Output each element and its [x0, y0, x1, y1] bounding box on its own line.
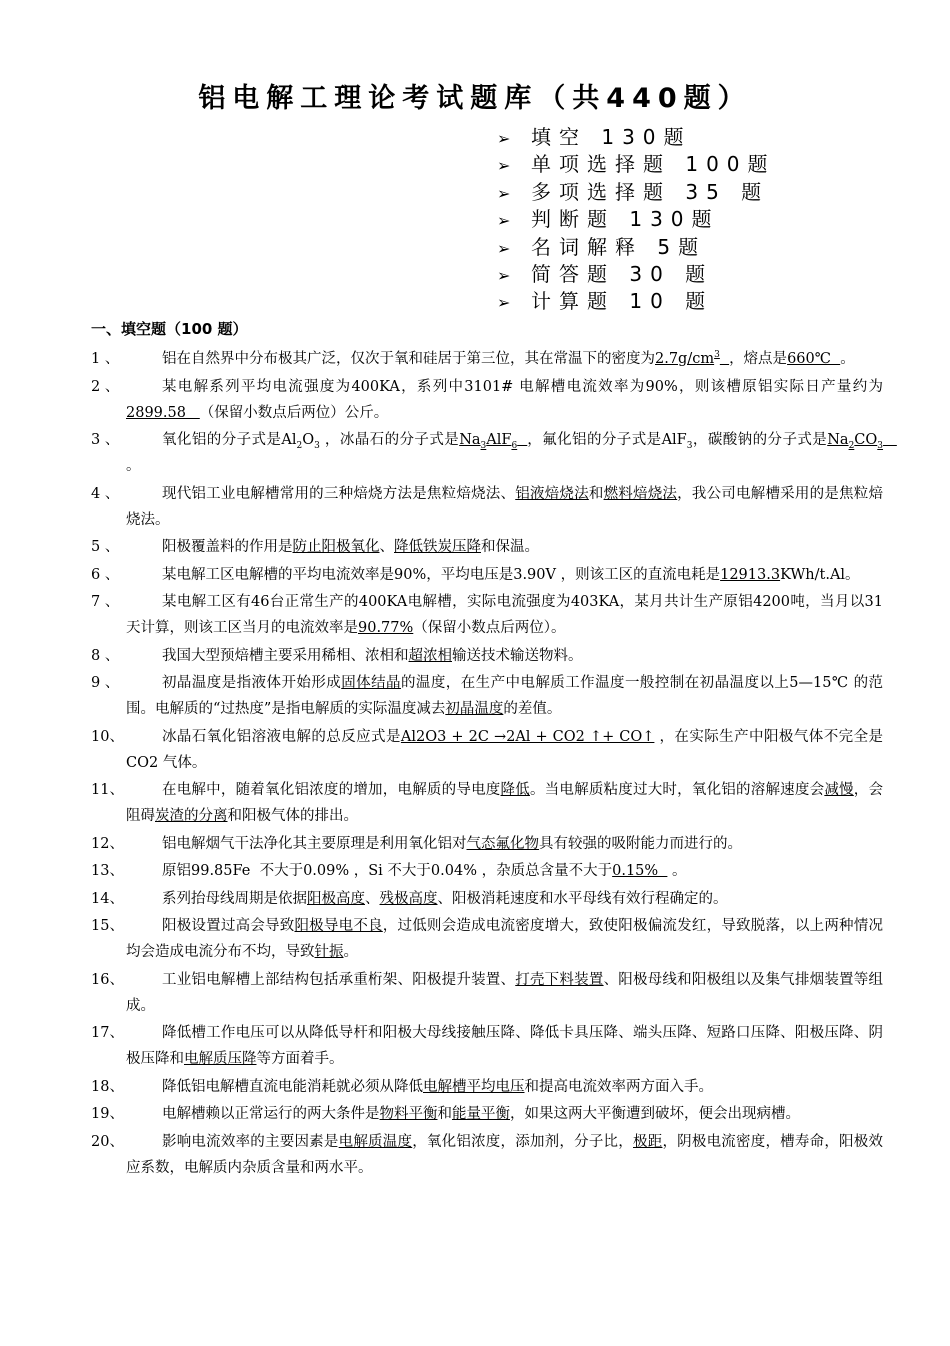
answer-blank: 超浓相 — [408, 647, 452, 664]
summary-item-label: 名词解释 5题 — [531, 234, 707, 259]
question-item — [91, 913, 883, 965]
question-text-segment: 、 — [379, 539, 394, 555]
question-number: 2 、 — [91, 378, 120, 395]
question-text-segment: 铝电解烟气干法净化其主要原理是利用氧化铝对 — [162, 835, 467, 852]
question-text-segment: 的差值。 — [503, 701, 562, 717]
question-number: 10、 — [91, 728, 124, 745]
question-text — [126, 1074, 883, 1100]
question-text-segment: 3 — [686, 440, 693, 451]
question-text — [126, 831, 883, 857]
question-number: 11、 — [91, 782, 124, 798]
summary-item — [497, 124, 776, 151]
answer-blank: 90.77% — [358, 620, 414, 636]
answer-blank: 6 — [511, 440, 518, 451]
answer-blank: 660℃ — [787, 351, 841, 367]
answer-blank: 打壳下料装置 — [515, 971, 604, 988]
question-text-segment: 等方面着手。 — [256, 1051, 344, 1067]
question-number: 16、 — [91, 971, 124, 988]
question-text-segment: ，如果这两大平衡遭到破坏，便会出现病槽。 — [510, 1106, 800, 1122]
answer-blank: 气态氟化物 — [466, 835, 539, 852]
question-text — [126, 670, 883, 722]
question-text-segment: 阳极设置过高会导致 — [162, 918, 295, 934]
question-number: 12、 — [91, 835, 124, 852]
answer-blank: 2.7g/cm — [655, 351, 715, 367]
answer-blank — [883, 432, 897, 448]
arrow-bullet-icon: ➢ — [497, 211, 511, 231]
arrow-bullet-icon: ➢ — [497, 238, 511, 258]
summary-item-label: 单项选择题 100题 — [531, 152, 776, 177]
question-text — [126, 1020, 883, 1072]
question-text-segment: 降低铝电解槽直流电能消耗就必须从降低 — [162, 1078, 423, 1095]
summary-item — [497, 288, 776, 315]
question-text-segment: 电解槽赖以正常运行的两大条件是 — [162, 1106, 380, 1122]
answer-blank: 初晶温度 — [445, 701, 504, 717]
answer-blank: 2899.58 — [126, 404, 200, 421]
answer-blank: 电解质压降 — [184, 1051, 257, 1067]
question-text-segment: ，氧化铝浓度，添加剂，分子比， — [412, 1133, 633, 1150]
question-text-segment: 在电解中，随着氧化铝浓度的增加，电解质的导电度 — [162, 782, 501, 798]
question-text-segment: 。 — [126, 432, 902, 474]
answer-blank: 阳极导电不良 — [294, 918, 383, 934]
summary-item-label: 多项选择题 35 题 — [531, 179, 770, 204]
question-text-segment: ，我公司电解槽采用的是焦粒焙烧法。 — [126, 485, 883, 528]
question-text-segment: 铝在自然界中分布极其广泛，仅次于氧和硅居于第三位，其在常温下的密度为 — [162, 351, 655, 367]
section-heading: 一、填空题（100 题） — [91, 320, 248, 338]
question-text-segment: 、阳极母线和阳极组以及集气排烟装置等组成。 — [126, 971, 883, 1014]
question-text-segment: 初晶温度是指液体开始形成 — [162, 675, 342, 691]
question-type-summary — [497, 124, 776, 316]
question-item — [91, 777, 883, 829]
question-number: 5 、 — [91, 539, 120, 555]
question-number: 3 、 — [91, 432, 120, 448]
fill-in-question-list — [91, 346, 902, 1182]
answer-blank: 铝液焙烧法 — [515, 485, 589, 502]
question-text-segment: 和提高电流效率两方面入手。 — [524, 1078, 713, 1095]
question-item — [91, 1129, 883, 1181]
summary-item-label: 判断题 130题 — [531, 207, 720, 232]
summary-item — [497, 179, 776, 206]
answer-blank: Na — [459, 432, 481, 448]
answer-blank: 3 — [714, 350, 720, 361]
question-item — [91, 831, 883, 857]
question-text — [126, 1101, 883, 1127]
answer-blank: 燃料焙烧法 — [603, 485, 678, 502]
question-number: 6 、 — [91, 566, 120, 583]
summary-item — [497, 151, 776, 178]
question-text-segment: 、 — [365, 890, 380, 907]
question-number: 7 、 — [91, 594, 120, 610]
arrow-bullet-icon: ➢ — [497, 265, 511, 285]
question-text-segment: 具有较强的吸附能力而进行的。 — [539, 835, 742, 852]
question-text-segment: 。当电解质粘度过大时，氧化铝的溶解速度会 — [529, 782, 825, 798]
answer-blank: 阳极高度 — [307, 890, 365, 907]
question-item — [91, 1074, 883, 1100]
question-text-segment: 和 — [588, 485, 604, 502]
question-text-segment: 冰晶石氧化铝溶液电解的总反应式是 — [162, 728, 401, 745]
summary-item — [497, 206, 776, 233]
answer-blank: 防止阳极氧化 — [292, 539, 380, 555]
question-text — [126, 346, 883, 372]
answer-blank: 3 — [877, 440, 884, 451]
question-item — [91, 481, 883, 533]
question-text-segment: KWh/t.Al。 — [780, 566, 860, 583]
answer-blank: 0.15% — [612, 863, 668, 879]
question-text — [126, 1129, 883, 1181]
question-text — [126, 643, 883, 669]
question-item — [91, 427, 902, 479]
question-text-segment: 某电解工区有46台正常生产的400KA电解槽，实际电流强度为403KA，某月共计生产原铝4200吨，当月以31天计算，则该工区当月的电流效率是 — [126, 594, 883, 636]
answer-blank: 针振 — [314, 944, 344, 960]
answer-blank: 降低 — [500, 782, 530, 798]
answer-blank: 炭渣的分离 — [155, 808, 228, 824]
question-text — [126, 562, 883, 588]
answer-blank — [720, 351, 729, 367]
question-item — [91, 967, 883, 1019]
answer-blank: 3 — [480, 440, 487, 451]
question-text-segment: 某电解系列平均电流强度为400KA，系列中3101# 电解槽电流效率为90%，则该槽原铝实际日产量约为 — [162, 378, 883, 395]
question-number: 8 、 — [91, 647, 120, 664]
answer-blank: 电解槽平均电压 — [423, 1078, 525, 1095]
question-text-segment: O — [302, 432, 315, 448]
question-text-segment: 。 — [667, 863, 687, 879]
question-text-segment: 。 — [840, 351, 855, 367]
question-text-segment: 氧化铝的分子式是Al — [162, 432, 297, 448]
question-text-segment: ，碳酸钠的分子式是 — [692, 432, 828, 448]
question-text-segment: 原铝99.85Fe 不大于0.09% ，Si 不大于0.04% ，杂质总含量不大于 — [162, 863, 613, 879]
question-item — [91, 534, 883, 560]
arrow-bullet-icon: ➢ — [497, 293, 511, 313]
question-text-segment: 和阳极气体的排出。 — [227, 808, 358, 824]
answer-blank — [517, 432, 527, 448]
question-item — [91, 724, 883, 776]
question-text-segment: 3 — [314, 440, 320, 451]
answer-blank: 极距 — [633, 1133, 663, 1150]
question-text-segment: 阳极覆盖料的作用是 — [162, 539, 293, 555]
question-item — [91, 1020, 883, 1072]
page-title: 铝电解工理论考试题库（共440题） — [198, 83, 752, 114]
answer-blank: 物料平衡 — [379, 1106, 438, 1122]
question-text-segment: ，过低则会造成电流密度增大，致使阳极偏流发红，导致脱落，以上两种情况均会造成电流分布不均，导致 — [126, 918, 883, 960]
summary-item-label: 计算题 10 题 — [531, 289, 714, 314]
question-text — [126, 427, 902, 479]
summary-item — [497, 234, 776, 261]
question-text-segment: （保留小数点后两位）公斤。 — [199, 404, 389, 421]
question-text-segment: 和 — [437, 1106, 452, 1122]
question-text-segment: 某电解工区电解槽的平均电流效率是90%，平均电压是3.90V ，则该工区的直流电耗是 — [162, 566, 721, 583]
question-text — [126, 886, 883, 912]
question-text-segment: ，冰晶石的分子式是 — [319, 432, 460, 448]
question-item — [91, 562, 883, 588]
answer-blank: 2 — [848, 440, 855, 451]
question-text-segment: 系列抬母线周期是依据 — [162, 890, 307, 907]
question-text-segment: 现代铝工业电解槽常用的三种焙烧方法是焦粒焙烧法、 — [162, 485, 516, 502]
question-text-segment: 影响电流效率的主要因素是 — [162, 1133, 339, 1150]
question-text-segment: 和保温。 — [481, 539, 539, 555]
question-text-segment: 输送技术输送物料。 — [452, 647, 583, 664]
question-number: 18、 — [91, 1078, 124, 1095]
question-text — [126, 967, 883, 1019]
question-text — [126, 858, 883, 884]
question-number: 15、 — [91, 918, 124, 934]
question-text-segment: ，熔点是 — [729, 351, 788, 367]
question-text — [126, 913, 883, 965]
question-text-segment: ，氟化铝的分子式是AlF — [527, 432, 687, 448]
arrow-bullet-icon: ➢ — [497, 156, 511, 176]
answer-blank: CO — [854, 432, 878, 448]
question-number: 4 、 — [91, 485, 120, 502]
question-item — [91, 374, 883, 426]
arrow-bullet-icon: ➢ — [497, 129, 511, 148]
question-text — [126, 777, 883, 829]
question-text-segment: ，在实际生产中阳极气体不完全是CO2 气体。 — [126, 728, 884, 771]
question-text-segment: 降低槽工作电压可以从降低导杆和阳极大母线接触压降、降低卡具压降、端头压降、短路口压降、阳极压降、阴极压降和 — [126, 1025, 883, 1067]
question-number: 20、 — [91, 1133, 124, 1150]
question-text-segment: 。 — [343, 944, 358, 960]
arrow-bullet-icon: ➢ — [497, 183, 511, 203]
summary-item — [497, 261, 776, 288]
question-text-segment: 我国大型预焙槽主要采用稀相、浓相和 — [162, 647, 409, 664]
answer-blank: AlF — [486, 432, 512, 448]
question-text — [126, 724, 883, 776]
answer-blank: 减慢 — [824, 782, 854, 798]
answer-blank: 12913.3 — [720, 566, 781, 583]
question-item — [91, 670, 883, 722]
question-text-segment: 、阳极消耗速度和水平母线有效行程确定的。 — [437, 890, 728, 907]
question-text — [126, 589, 883, 641]
question-item — [91, 886, 883, 912]
question-number: 1 、 — [91, 351, 120, 367]
answer-blank: 能量平衡 — [452, 1106, 510, 1122]
question-item — [91, 589, 883, 641]
question-text — [126, 374, 883, 426]
question-item — [91, 643, 883, 669]
question-text-segment: 工业铝电解槽上部结构包括承重桁架、阳极提升装置、 — [162, 971, 516, 988]
question-text — [126, 481, 883, 533]
question-text-segment: 的温度，在生产中电解质工作温度一般控制在初晶温度以上5—15℃ 的范围。电解质的“过热度”是指电解质的实际温度减去 — [126, 675, 884, 717]
summary-item-label: 简答题 30 题 — [531, 261, 714, 286]
question-text — [126, 534, 883, 560]
answer-blank: 电解质温度 — [338, 1133, 413, 1150]
answer-blank: 降低铁炭压降 — [394, 539, 481, 555]
question-number: 9 、 — [91, 675, 120, 691]
question-text-segment: 2 — [296, 440, 303, 451]
question-number: 14、 — [91, 890, 124, 907]
answer-blank: 固体结晶 — [341, 675, 401, 691]
answer-blank: Al2O3 + 2C →2Al + CO2 ↑+ CO↑ — [400, 728, 655, 745]
question-number: 13、 — [91, 863, 124, 879]
question-number: 17、 — [91, 1025, 124, 1041]
question-item — [91, 1101, 883, 1127]
question-text-segment: （保留小数点后两位）。 — [413, 620, 566, 636]
answer-blank: 残极高度 — [379, 890, 438, 907]
summary-item-label: 填空 130题 — [531, 125, 692, 149]
question-text-segment: ，会阻碍 — [126, 782, 883, 824]
question-number: 19、 — [91, 1106, 124, 1122]
answer-blank: Na — [827, 432, 849, 448]
question-item — [91, 858, 883, 884]
question-item — [91, 346, 883, 372]
question-text-segment: ，阴极电流密度，槽寿命，阳极效应系数，电解质内杂质含量和两水平。 — [126, 1133, 883, 1176]
